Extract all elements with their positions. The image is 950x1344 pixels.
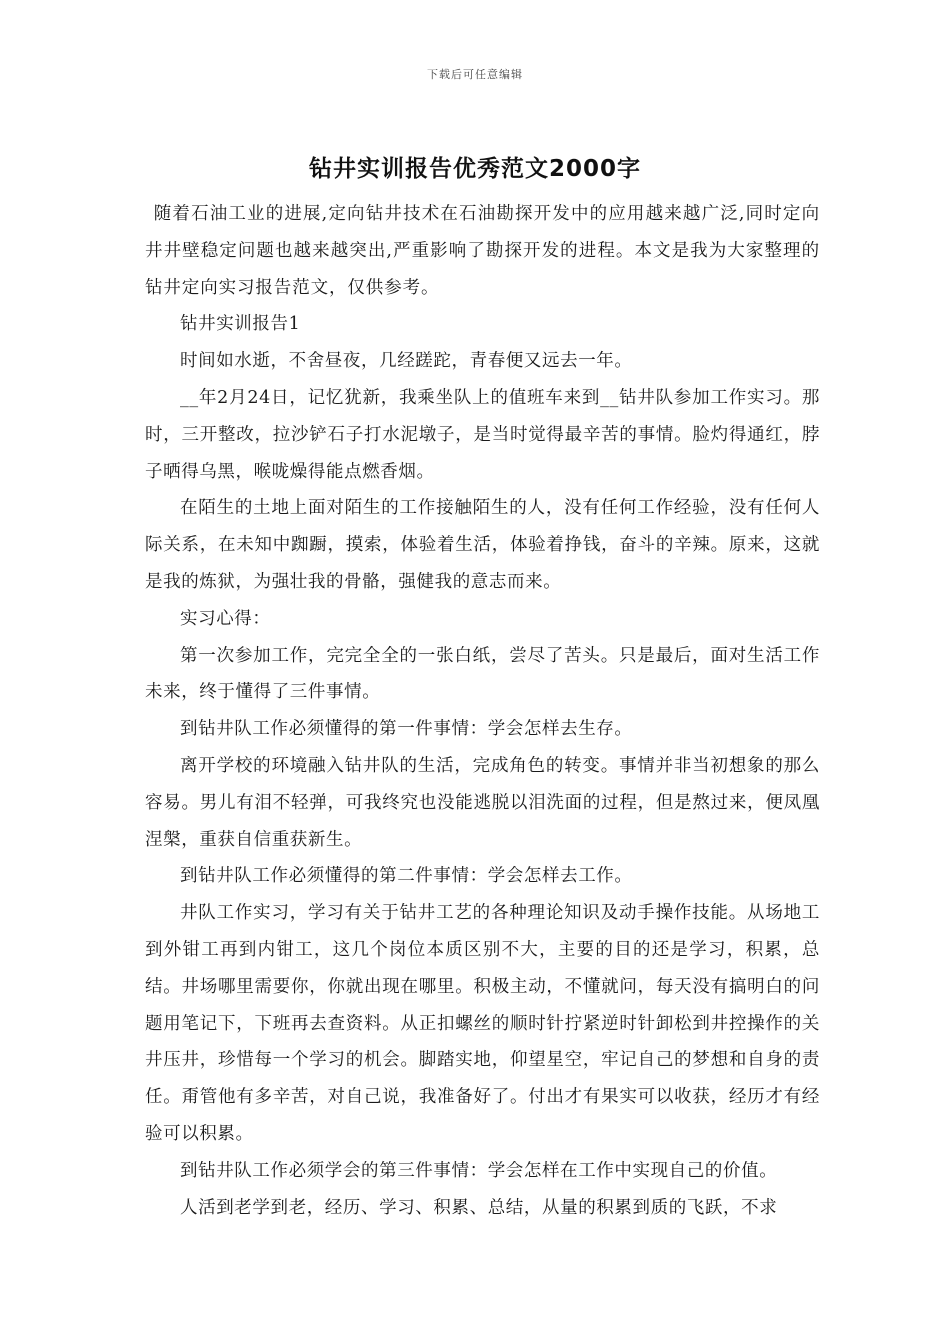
paragraph: 时间如水逝，不舍昼夜，几经蹉跎，青春便又远去一年。 [180,351,633,372]
paragraph: __年2月24日，记忆犹新，我乘坐队上的值班车来到__钻井队参加工作实习。那时，三开整改，拉沙铲石子打水泥墩子，是当时觉得最辛苦的事情。脸灼得通红，脖子晒得乌黑，喉咙燥得能点燃香烟。 [145,387,820,482]
paragraph: 第一次参加工作，完完全全的一张白纸，尝尽了苦头。只是最后，面对生活工作未来，终于懂得了三件事情。 [145,645,820,703]
paragraph-intro: 随着石油工业的进展,定向钻井技术在石油勘探开发中的应用越来越广泛,同时定向井井壁稳定问题也越来越突出,严重影响了勘探开发的进程。本文是我为大家整理的钻井定向实习报告范文，仅供参考。 [145,204,820,298]
paragraph: 人活到老学到老，经历、学习、积累、总结，从量的积累到质的飞跃，不求 [180,1197,778,1218]
paragraph: 到钻井队工作必须懂得的第一件事情：学会怎样去生存。 [180,719,633,740]
paragraph: 在陌生的土地上面对陌生的工作接触陌生的人，没有任何工作经验，没有任何人际关系，在未知中踟蹰，摸索，体验着生活，体验着挣钱，奋斗的辛辣。原来，这就是我的炼狱，为强壮我的骨骼，强健我的意志而来。 [145,498,820,592]
subheading: 实习心得： [180,608,271,629]
paragraph: 井队工作实习，学习有关于钻井工艺的各种理论知识及动手操作技能。从场地工到外钳工再到内钳工，这几个岗位本质区别不大，主要的目的还是学习，积累，总结。井场哪里需要你，你就出现在哪里。积极主动，不懂就问，每天没有搞明白的问题用笔记下，下班再去查资料。从正扣螺丝的顺时针拧紧逆时针卸松到井控操作的关井压井，珍惜每一个学习的机会。脚踏实地，仰望星空，牢记自己的梦想和自身的责任。甭管他有多辛苦，对自己说，我准备好了。付出才有果实可以收获，经历才有经验可以积累。 [145,903,820,1144]
section-heading: 钻井实训报告1 [180,314,301,335]
paragraph: 到钻井队工作必须学会的第三件事情：学会怎样在工作中实现自己的价值。 [180,1160,778,1181]
document-title: 钻井实训报告优秀范文2000字 [308,156,641,182]
header-note: 下载后可任意编辑 [427,68,523,81]
paragraph: 离开学校的环境融入钻井队的生活，完成角色的转变。事情并非当初想象的那么容易。男儿有泪不轻弹，可我终究也没能逃脱以泪洗面的过程，但是熬过来，便凤凰涅槃，重获自信重获新生。 [145,755,820,850]
document-body [145,196,820,1226]
paragraph: 到钻井队工作必须懂得的第二件事情：学会怎样去工作。 [180,866,633,887]
